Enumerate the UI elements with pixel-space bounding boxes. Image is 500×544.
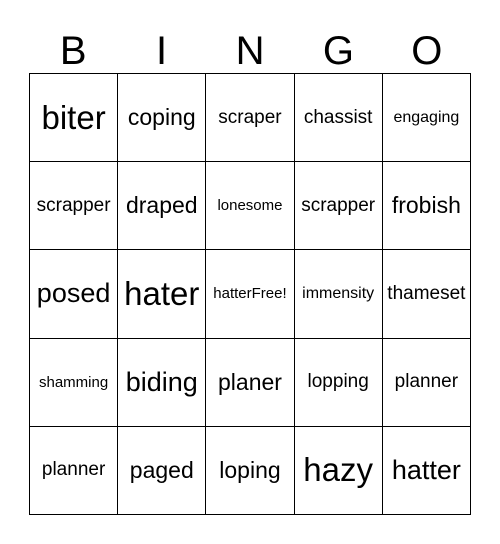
- free-cell[interactable]: hatterFree!: [206, 250, 294, 338]
- bingo-cell[interactable]: hatter: [382, 426, 470, 514]
- bingo-cell[interactable]: scraper: [206, 74, 294, 162]
- bingo-cell[interactable]: thameset: [382, 250, 470, 338]
- bingo-cell[interactable]: chassist: [294, 74, 382, 162]
- grid-row: [30, 250, 471, 338]
- bingo-cell[interactable]: coping: [118, 74, 206, 162]
- bingo-card-grid: [29, 73, 471, 515]
- bingo-cell[interactable]: draped: [118, 162, 206, 250]
- bingo-cell[interactable]: planner: [382, 338, 470, 426]
- header-letter-b: B: [59, 29, 87, 73]
- bingo-cell[interactable]: planer: [206, 338, 294, 426]
- bingo-cell[interactable]: immensity: [294, 250, 382, 338]
- bingo-cell[interactable]: loping: [206, 426, 294, 514]
- header-letter-n: N: [235, 29, 265, 73]
- bingo-cell[interactable]: scrapper: [294, 162, 382, 250]
- header-letter-i: I: [156, 29, 168, 73]
- header-letter-g: G: [322, 29, 354, 73]
- bingo-cell[interactable]: hazy: [294, 426, 382, 514]
- grid-row: [30, 74, 471, 162]
- bingo-cell[interactable]: scrapper: [30, 162, 118, 250]
- bingo-cell[interactable]: paged: [118, 426, 206, 514]
- bingo-cell[interactable]: hater: [118, 250, 206, 338]
- grid-row: [30, 426, 471, 514]
- bingo-cell[interactable]: frobish: [382, 162, 470, 250]
- bingo-cell[interactable]: lonesome: [206, 162, 294, 250]
- grid-row: [30, 162, 471, 250]
- bingo-cell[interactable]: shamming: [30, 338, 118, 426]
- bingo-cell[interactable]: planner: [30, 426, 118, 514]
- bingo-cell[interactable]: biter: [30, 74, 118, 162]
- bingo-header: [29, 28, 471, 74]
- bingo-cell[interactable]: engaging: [382, 74, 470, 162]
- bingo-cell[interactable]: biding: [118, 338, 206, 426]
- bingo-cell[interactable]: posed: [30, 250, 118, 338]
- grid-row: [30, 338, 471, 426]
- header-letter-o: O: [411, 29, 443, 73]
- bingo-cell[interactable]: lopping: [294, 338, 382, 426]
